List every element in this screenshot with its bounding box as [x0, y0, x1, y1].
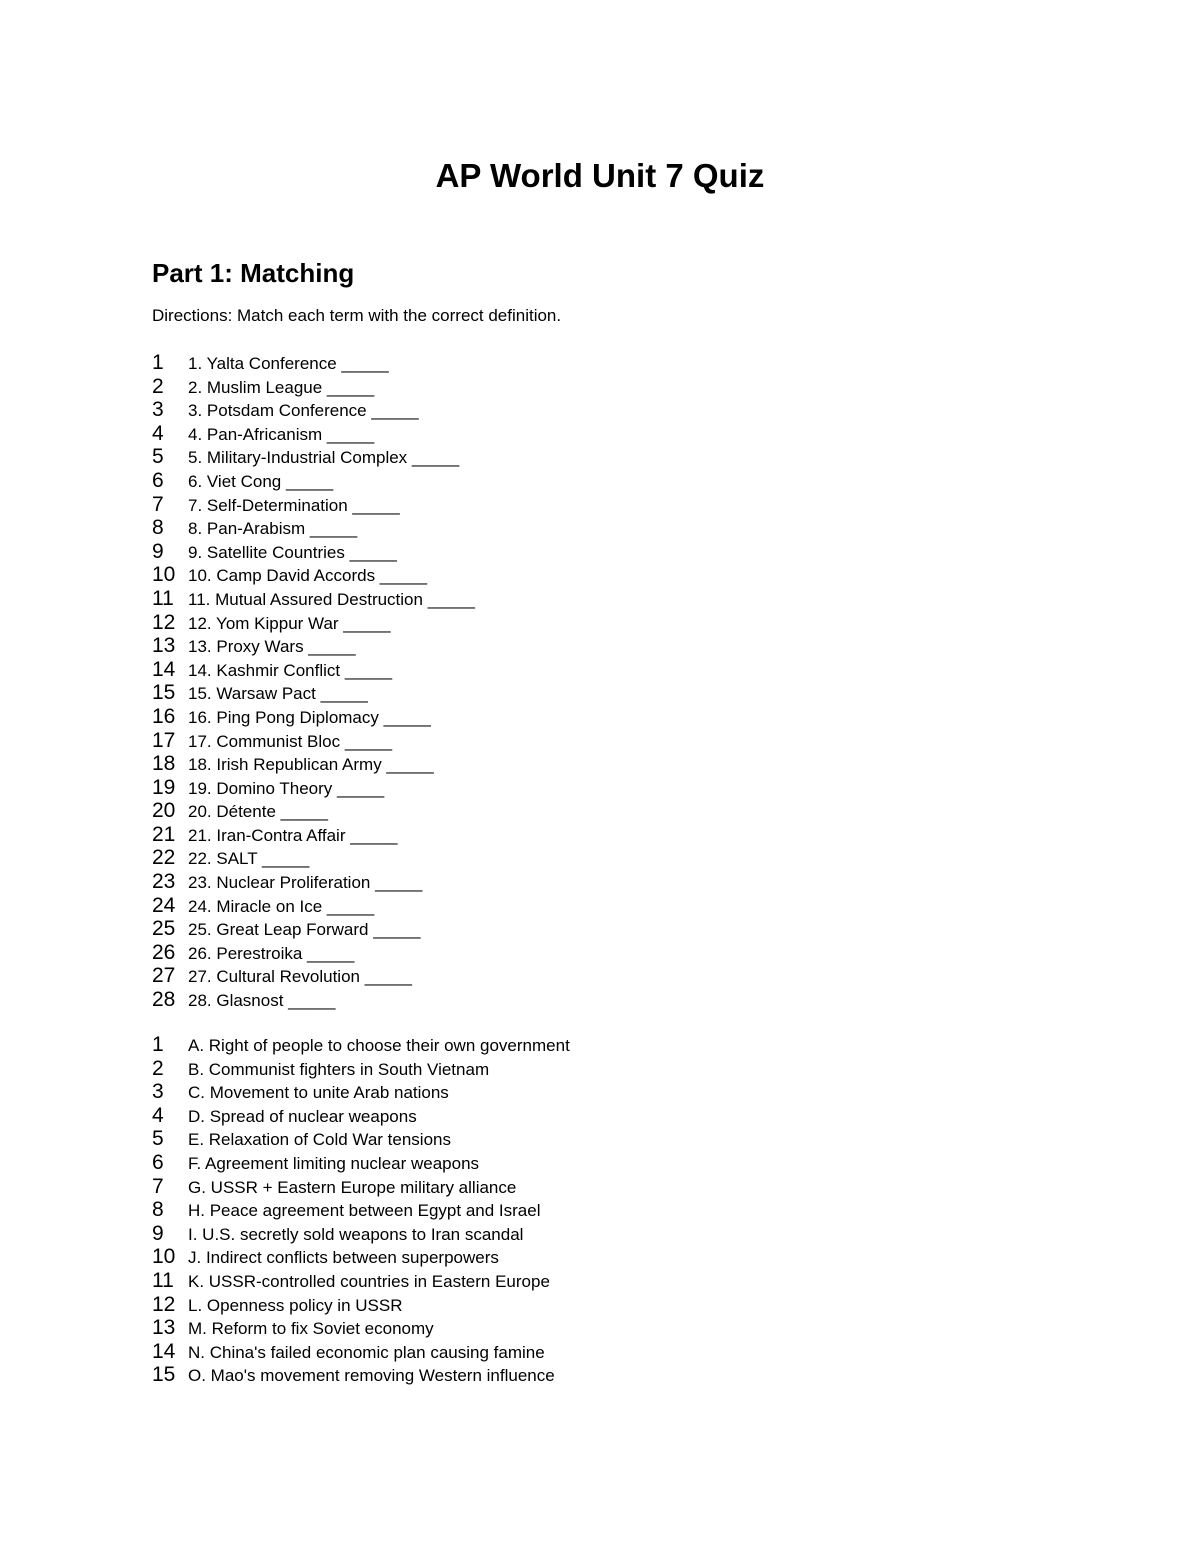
term-row [152, 375, 475, 399]
term-row [152, 729, 475, 753]
definition-row [152, 1222, 570, 1246]
term-row [152, 752, 475, 776]
term-row [152, 917, 475, 941]
term-row-text: 25. Great Leap Forward _____ [188, 920, 421, 940]
definition-row-text: O. Mao's movement removing Western influence [188, 1366, 555, 1386]
term-row [152, 776, 475, 800]
term-row [152, 988, 475, 1012]
term-row-text: 22. SALT _____ [188, 849, 310, 869]
definitions-list [152, 1033, 570, 1387]
term-row [152, 493, 475, 517]
row-number: 11 [152, 1268, 174, 1292]
term-row-text: 18. Irish Republican Army _____ [188, 755, 434, 775]
row-number: 12 [152, 610, 176, 634]
row-number: 21 [152, 822, 176, 846]
document-title: AP World Unit 7 Quiz [435, 157, 765, 194]
definition-row [152, 1151, 570, 1175]
term-row-text: 20. Détente _____ [188, 802, 328, 822]
term-row [152, 870, 475, 894]
row-number: 10 [152, 563, 176, 587]
term-row-text: 3. Potsdam Conference _____ [188, 401, 419, 421]
term-row [152, 611, 475, 635]
term-row-text: 16. Ping Pong Diplomacy _____ [188, 707, 431, 727]
row-number: 13 [152, 1316, 176, 1340]
row-number: 26 [152, 940, 176, 964]
definition-row-text: M. Reform to fix Soviet economy [188, 1319, 434, 1339]
term-row [152, 445, 475, 469]
row-number: 14 [152, 657, 176, 681]
row-number: 15 [152, 1363, 176, 1387]
term-row [152, 964, 475, 988]
row-number: 23 [152, 870, 176, 894]
row-number: 9 [152, 539, 164, 563]
definition-row [152, 1175, 570, 1199]
term-row [152, 398, 475, 422]
terms-list [152, 351, 475, 1012]
term-row-text: 4. Pan-Africanism _____ [188, 424, 375, 444]
term-row-text: 1. Yalta Conference _____ [188, 354, 389, 373]
row-number: 17 [152, 728, 176, 752]
row-number: 12 [152, 1292, 176, 1316]
directions-text: Directions: Match each term with the correct definition. [152, 306, 562, 325]
term-row [152, 799, 475, 823]
row-number: 5 [152, 1127, 164, 1151]
row-number: 3 [152, 1080, 164, 1104]
row-number: 2 [152, 1056, 164, 1080]
row-number: 5 [152, 445, 164, 469]
definition-row-text: L. Openness policy in USSR [188, 1295, 403, 1315]
definition-row [152, 1104, 570, 1128]
term-row [152, 846, 475, 870]
term-row-text: 14. Kashmir Conflict _____ [188, 660, 393, 680]
term-row-text: 8. Pan-Arabism _____ [188, 519, 358, 539]
term-row [152, 351, 475, 375]
row-number: 4 [152, 1103, 164, 1127]
row-number: 14 [152, 1339, 176, 1363]
definition-row-text: D. Spread of nuclear weapons [188, 1106, 417, 1126]
definition-row-text: I. U.S. secretly sold weapons to Iran scandal [188, 1224, 524, 1244]
row-number: 6 [152, 1150, 164, 1174]
definition-row [152, 1127, 570, 1151]
row-number: 8 [152, 516, 164, 540]
term-row [152, 823, 475, 847]
definition-row-text: G. USSR + Eastern Europe military alliance [188, 1177, 517, 1197]
row-number: 1 [152, 351, 164, 374]
definition-row [152, 1293, 570, 1317]
term-row [152, 587, 475, 611]
definition-row-text: E. Relaxation of Cold War tensions [188, 1130, 451, 1150]
row-number: 15 [152, 681, 176, 705]
definition-row-text: A. Right of people to choose their own government [188, 1036, 570, 1055]
row-number: 9 [152, 1221, 164, 1245]
term-row-text: 9. Satellite Countries _____ [188, 542, 397, 562]
row-number: 10 [152, 1245, 176, 1269]
term-row-text: 11. Mutual Assured Destruction _____ [188, 589, 475, 609]
row-number: 25 [152, 917, 176, 941]
row-number: 2 [152, 374, 164, 398]
row-number: 13 [152, 634, 176, 658]
term-row [152, 516, 475, 540]
term-row-text: 19. Domino Theory _____ [188, 778, 385, 798]
term-row [152, 563, 475, 587]
row-number: 6 [152, 468, 164, 492]
definition-row [152, 1080, 570, 1104]
term-row [152, 658, 475, 682]
row-number: 7 [152, 492, 164, 516]
definition-row-text: F. Agreement limiting nuclear weapons [188, 1153, 480, 1173]
definition-row [152, 1340, 570, 1364]
term-row-text: 17. Communist Bloc _____ [188, 731, 393, 751]
definition-row [152, 1057, 570, 1081]
definition-row [152, 1363, 570, 1387]
definition-row [152, 1033, 570, 1057]
term-row-text: 2. Muslim League _____ [188, 377, 375, 397]
row-number: 16 [152, 704, 176, 728]
term-row-text: 15. Warsaw Pact _____ [188, 684, 368, 704]
term-row-text: 13. Proxy Wars _____ [188, 637, 356, 657]
definition-row-text: H. Peace agreement between Egypt and Israel [188, 1201, 541, 1221]
term-row-text: 23. Nuclear Proliferation _____ [188, 873, 423, 893]
row-number: 18 [152, 752, 176, 776]
row-number: 8 [152, 1198, 164, 1222]
definition-row-text: J. Indirect conflicts between superpowers [188, 1248, 499, 1268]
definition-row [152, 1198, 570, 1222]
row-number: 27 [152, 964, 176, 988]
term-row [152, 422, 475, 446]
row-number: 20 [152, 799, 176, 823]
definition-row-text: B. Communist fighters in South Vietnam [188, 1059, 490, 1079]
term-row [152, 469, 475, 493]
row-number: 22 [152, 846, 176, 870]
term-row-text: 24. Miracle on Ice _____ [188, 896, 375, 916]
term-row-text: 7. Self-Determination _____ [188, 495, 400, 515]
row-number: 7 [152, 1174, 164, 1198]
term-row [152, 894, 475, 918]
term-row-text: 12. Yom Kippur War _____ [188, 613, 391, 633]
part-heading: Part 1: Matching [152, 258, 355, 288]
row-number: 19 [152, 775, 176, 799]
term-row [152, 540, 475, 564]
term-row-text: 26. Perestroika _____ [188, 943, 355, 963]
term-row-text: 21. Iran-Contra Affair _____ [188, 825, 398, 845]
row-number: 24 [152, 893, 176, 917]
row-number: 3 [152, 398, 164, 422]
row-number: 28 [152, 988, 176, 1012]
definition-row-text: K. USSR-controlled countries in Eastern Europe [188, 1271, 550, 1291]
term-row-text: 10. Camp David Accords _____ [188, 566, 428, 586]
definition-row-text: N. China's failed economic plan causing famine [188, 1342, 545, 1362]
definition-row [152, 1245, 570, 1269]
definition-row-text: C. Movement to unite Arab nations [188, 1083, 449, 1103]
term-row [152, 941, 475, 965]
term-row [152, 705, 475, 729]
term-row-text: 28. Glasnost _____ [188, 991, 336, 1011]
term-row-text: 6. Viet Cong _____ [188, 471, 334, 491]
definition-row [152, 1316, 570, 1340]
term-row [152, 681, 475, 705]
term-row [152, 634, 475, 658]
row-number: 1 [152, 1033, 164, 1056]
term-row-text: 5. Military-Industrial Complex _____ [188, 448, 460, 468]
row-number: 4 [152, 421, 164, 445]
definition-row [152, 1269, 570, 1293]
term-row-text: 27. Cultural Revolution _____ [188, 967, 412, 987]
row-number: 11 [152, 586, 174, 610]
